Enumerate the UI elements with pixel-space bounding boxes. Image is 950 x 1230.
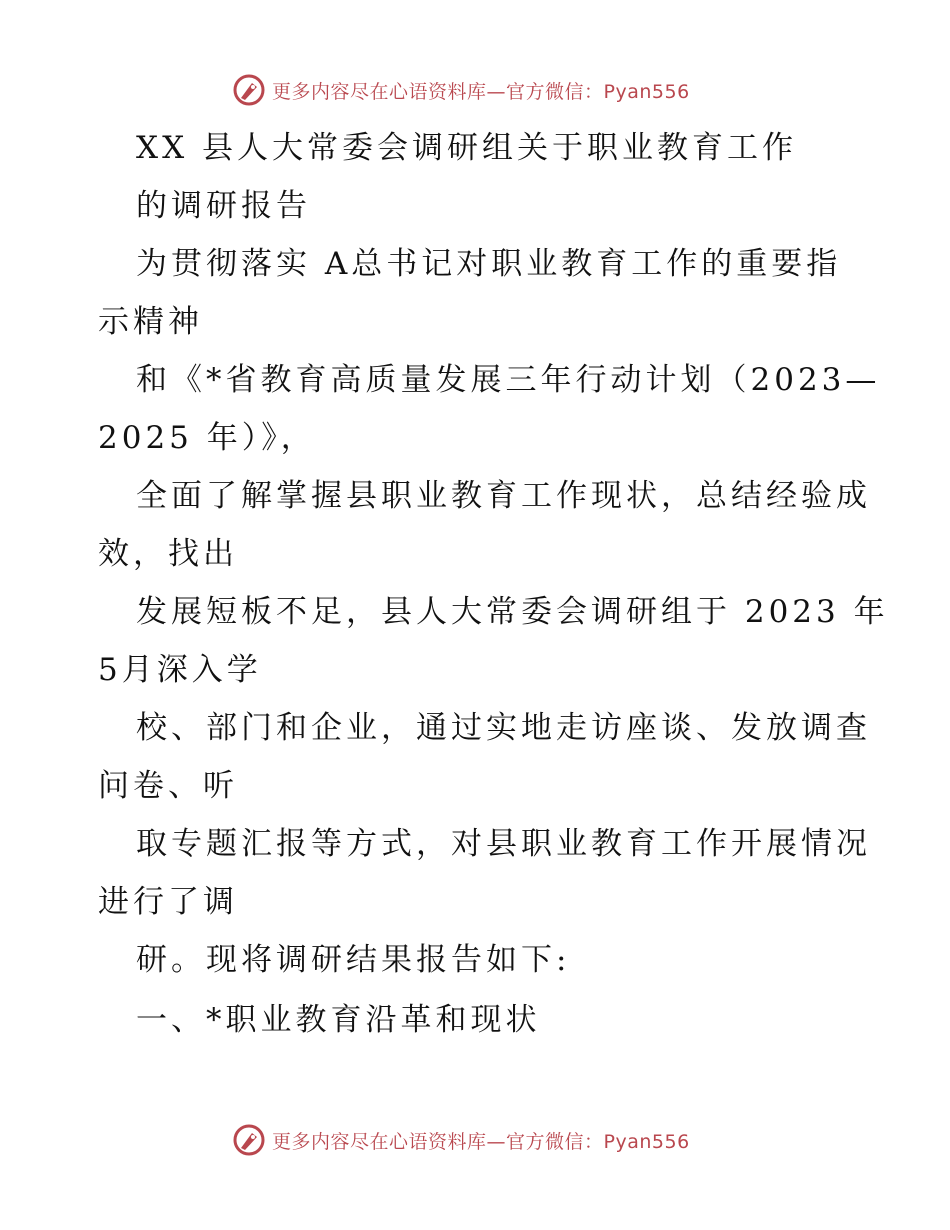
section-heading: 一、*职业教育沿革和现状 (136, 1002, 541, 1038)
doc-title-line-1: XX 县人大常委会调研组关于职业教育工作 (136, 130, 797, 166)
watermark-text: 更多内容尽在心语资料库—官方微信：Pyan556 (272, 1130, 690, 1153)
paragraph-line: 问卷、听 (98, 768, 238, 804)
paragraph-line: 发展短板不足，县人大常委会调研组于 2023 年 (136, 594, 889, 630)
paragraph-line: 5月深入学 (98, 652, 262, 688)
watermark-text: 更多内容尽在心语资料库—官方微信：Pyan556 (272, 80, 690, 103)
paragraph-line: 示精神 (98, 304, 203, 340)
paragraph-line: 全面了解掌握县职业教育工作现状，总结经验成 (136, 478, 871, 514)
doc-title-line-2: 的调研报告 (136, 188, 311, 224)
paragraph-line: 研。现将调研结果报告如下: (136, 942, 571, 978)
watermark-footer (232, 1120, 732, 1160)
paragraph-line: 2025 年）》， (98, 420, 316, 456)
paragraph-line: 进行了调 (98, 884, 238, 920)
paragraph-line: 取专题汇报等方式，对县职业教育工作开展情况 (136, 826, 871, 862)
paragraph-line: 和《*省教育高质量发展三年行动计划（2023— (136, 362, 881, 398)
paragraph-line: 校、部门和企业，通过实地走访座谈、发放调查 (136, 710, 871, 746)
paragraph-line: 效，找出 (98, 536, 238, 572)
paragraph-line: 为贯彻落实 A总书记对职业教育工作的重要指 (136, 246, 842, 282)
pen-nib-circle-icon (232, 1123, 266, 1157)
